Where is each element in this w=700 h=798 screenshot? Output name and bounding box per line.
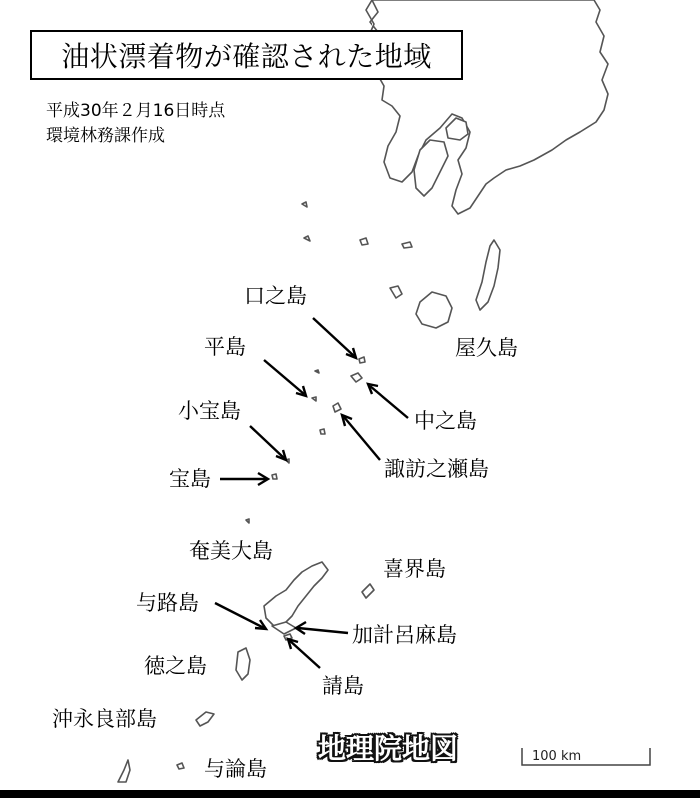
tanegashima [476,240,500,310]
okinoerabujima-island [196,712,214,726]
arrow-yoronjima-road [215,603,264,628]
nakanoshima-island [351,373,362,382]
sakurajima [446,118,468,140]
kuchinoshima-island [359,357,365,363]
small-isle-b [360,238,368,245]
scale-label: 100 km [532,749,582,764]
suwanosejima-island [333,403,341,412]
label-tokunoshima: 徳之島 [144,654,207,678]
label-yoronjima: 与論島 [204,757,267,781]
arrow-kodakarajima [250,426,284,458]
arrow-suwanosejima [344,417,380,460]
label-kikaijima: 喜界島 [383,557,446,581]
date-line: 平成30年２月16日時点 [46,101,226,121]
small-isle-a [304,236,310,241]
arrow-nakanoshima [370,386,408,418]
small-isle-d [302,202,307,207]
author-line: 環境林務課作成 [46,126,165,146]
kikaijima-island [362,584,374,598]
map-title: 油状漂着物が確認された地域 [30,30,463,80]
takarajima-island [272,474,277,479]
amami-oshima-island [264,562,328,626]
small-isle-c [402,242,412,248]
label-yakushima: 屋久島 [455,336,518,360]
label-nakanoshima: 中之島 [414,409,477,433]
arrow-kakeromajima [298,628,348,633]
bottom-border [0,790,700,798]
arrow-kuchinoshima [313,318,354,356]
label-ukejima: 請島 [322,674,364,698]
label-suwanosejima: 諏訪之瀬島 [384,457,489,481]
small-isle-g [246,519,249,523]
arrows [215,318,408,668]
small-isle-e [312,397,316,401]
label-takarajima: 宝島 [169,467,211,491]
label-tairajima: 平島 [204,335,246,359]
okinawa-north-tip [118,760,130,782]
label-kakeromajima: 加計呂麻島 [352,623,457,647]
label-kodakarajima: 小宝島 [178,399,241,423]
yakushima-island [416,292,452,328]
arrow-tairajima [264,360,304,394]
kuchinoerabujima [390,286,402,298]
arrow-ukejima [289,640,320,668]
tokunoshima-island [236,648,250,680]
tairajima-island [315,370,319,373]
gsi-map-credit: 地理院地図 [318,732,459,765]
yoronjima-island [177,763,184,769]
label-yoronjima-road: 与路島 [136,591,199,615]
label-amami-oshima: 奄美大島 [189,539,273,563]
small-isle-f [320,429,325,434]
label-okinoerabujima: 沖永良部島 [52,707,157,731]
label-kuchinoshima: 口之島 [244,284,307,308]
